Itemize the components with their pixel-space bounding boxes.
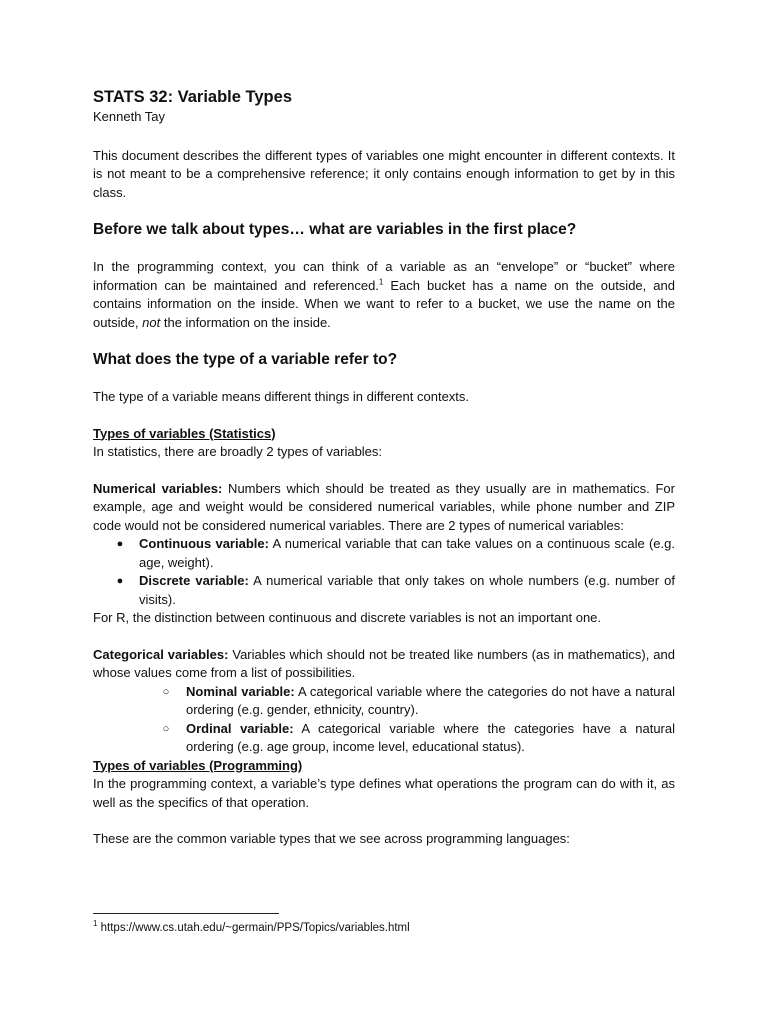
statistics-intro: In statistics, there are broadly 2 types of variables:: [93, 444, 383, 459]
list-item-label: Nominal variable:: [186, 683, 295, 699]
circle-marker: ○: [162, 685, 170, 698]
numerical-paragraph: [93, 480, 675, 536]
list-item-text: A numerical variable that only takes on whole numbers (e.g. number of visits).: [139, 573, 675, 607]
footnote: [93, 920, 410, 936]
footnote-reference[interactable]: 1: [378, 277, 384, 287]
list-item-label: Discrete variable:: [139, 573, 249, 588]
footnote-divider: [93, 913, 279, 914]
list-item-text: A categorical variable where the categories have a natural ordering (e.g. age group, income level, educational status).: [186, 720, 676, 754]
intro-paragraph: This document describes the different types of variables one might encounter in different contexts. It is not meant to be a comprehensive reference; it only contains enough information to get by in this class.: [93, 147, 675, 200]
type-paragraph: The type of a variable means different things in different contexts.: [93, 389, 470, 404]
list-item-text: A categorical variable where the categories do not have a natural ordering (e.g. gender, ethnicity, country).: [186, 683, 675, 717]
categorical-paragraph: [93, 646, 675, 683]
bullet-marker: ●: [116, 538, 124, 550]
section-heading-type: What does the type of a variable refer to?: [93, 351, 398, 368]
numerical-text: Numbers which should be treated as they usually are in mathematics. For example, age and weight would be considered numerical variables, while phone number and ZIP code would not be considered numerical variables. There are 2 types of numerical variables:: [93, 480, 675, 533]
variables-text-c: the information on the inside.: [160, 314, 331, 330]
r-note: For R, the distinction between continuous and discrete variables is not an important one.: [93, 610, 602, 625]
variables-text-b: Each bucket has a name on the outside, and contains information on the inside. When we want to refer to a bucket, we use the name on the outside,: [93, 277, 675, 330]
subheading-statistics: Types of variables (Statistics): [93, 425, 276, 441]
list-item: [93, 683, 675, 720]
footnote-number: 1: [93, 919, 98, 929]
list-item-text: A numerical variable that can take values on a continuous scale (e.g. age, weight).: [139, 536, 675, 570]
variables-text-a: In the programming context, you can think of a variable as an “envelope” or “bucket” where information can be maintained and referenced.: [93, 259, 675, 293]
circle-marker: ○: [162, 722, 170, 735]
numerical-list: [93, 535, 675, 609]
variables-paragraph: [93, 258, 675, 332]
document-body: [93, 86, 675, 849]
categorical-text: Variables which should not be treated like numbers (as in mathematics), and whose values come from a list of possibilities.: [93, 646, 675, 680]
categorical-label: Categorical variables:: [93, 646, 229, 662]
document-title: STATS 32: Variable Types: [93, 88, 292, 106]
categorical-list: [93, 683, 675, 757]
author-name: Kenneth Tay: [93, 109, 166, 124]
list-item-label: Ordinal variable:: [186, 720, 294, 736]
common-types-paragraph: These are the common variable types that we see across programming languages:: [93, 831, 570, 846]
list-item-label: Continuous variable:: [139, 536, 269, 551]
bullet-marker: ●: [116, 575, 124, 587]
list-item: [93, 720, 675, 757]
programming-paragraph: In the programming context, a variable’s type defines what operations the program can do with it, as well as the specifics of that operation.: [93, 776, 675, 810]
footnote-url[interactable]: https://www.cs.utah.edu/~germain/PPS/Topics/variables.html: [97, 922, 410, 934]
subheading-programming: Types of variables (Programming): [93, 757, 303, 773]
list-item: [93, 572, 675, 609]
numerical-label: Numerical variables:: [93, 480, 223, 496]
section-heading-variables: Before we talk about types… what are variables in the first place?: [93, 221, 577, 238]
list-item: [93, 535, 675, 572]
emphasis-not: not: [142, 314, 161, 330]
